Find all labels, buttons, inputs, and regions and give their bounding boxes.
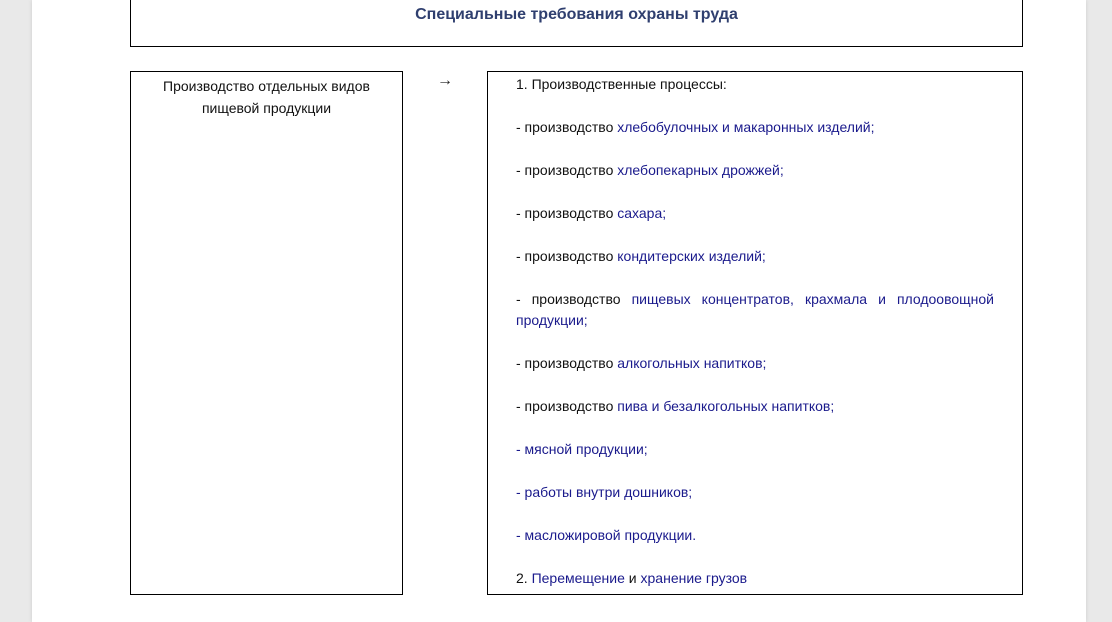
arrow-right-icon: → (437, 72, 453, 89)
list-item[interactable] (516, 396, 994, 417)
list-item-link[interactable]: - работы внутри дошников; (516, 484, 693, 500)
section-1-heading-text: 1. Производственные процессы: (516, 76, 727, 92)
list-item-link[interactable]: хлебопекарных дрожжей; (617, 162, 784, 178)
list-item[interactable] (516, 117, 994, 138)
section-2-number: 2. (516, 570, 532, 586)
document-page (32, 0, 1086, 622)
list-item[interactable] (516, 353, 994, 374)
category-box (130, 71, 403, 595)
list-item-prefix: - производство (516, 248, 618, 264)
list-item[interactable] (516, 246, 994, 267)
list-item-link[interactable]: - мясной продукции; (516, 441, 648, 457)
list-item[interactable] (516, 160, 994, 181)
list-item-link[interactable]: пищевых концентратов, крахмала и плодоовощной продукции; (516, 291, 994, 328)
list-item-prefix: - производство (516, 205, 618, 221)
section-1-heading (516, 74, 994, 95)
section-2-conjunction: и (624, 570, 641, 586)
list-item[interactable] (516, 439, 994, 460)
requirements-content (516, 74, 994, 595)
list-item-prefix: - производство (516, 162, 618, 178)
section-2-link-storage[interactable]: хранение грузов (640, 570, 748, 586)
list-item-prefix: - производство (516, 398, 618, 414)
list-item-prefix: - производство (516, 291, 632, 307)
requirements-box (487, 71, 1023, 595)
page-title: Специальные требования охраны труда (415, 6, 738, 23)
category-label: Производство отдельных видов пищевой продукции (163, 78, 370, 116)
list-item-link[interactable]: сахара; (617, 205, 667, 221)
list-item[interactable] (516, 482, 994, 503)
list-item[interactable] (516, 289, 994, 331)
section-2-heading (516, 568, 994, 589)
list-item-link[interactable]: кондитерских изделий; (617, 248, 766, 264)
list-item[interactable] (516, 203, 994, 224)
header-box (130, 0, 1023, 47)
list-item-prefix: - производство (516, 355, 618, 371)
list-item-link[interactable]: пива и безалкогольных напитков; (617, 398, 835, 414)
list-item-prefix: - производство (516, 119, 618, 135)
list-item-link[interactable]: алкогольных напитков; (617, 355, 767, 371)
list-item[interactable] (516, 525, 994, 546)
section-2-link-transport[interactable]: Перемещение (531, 570, 625, 586)
list-item-link[interactable]: хлебобулочных и макаронных изделий; (617, 119, 875, 135)
list-item-link[interactable]: - масложировой продукции. (516, 527, 697, 543)
